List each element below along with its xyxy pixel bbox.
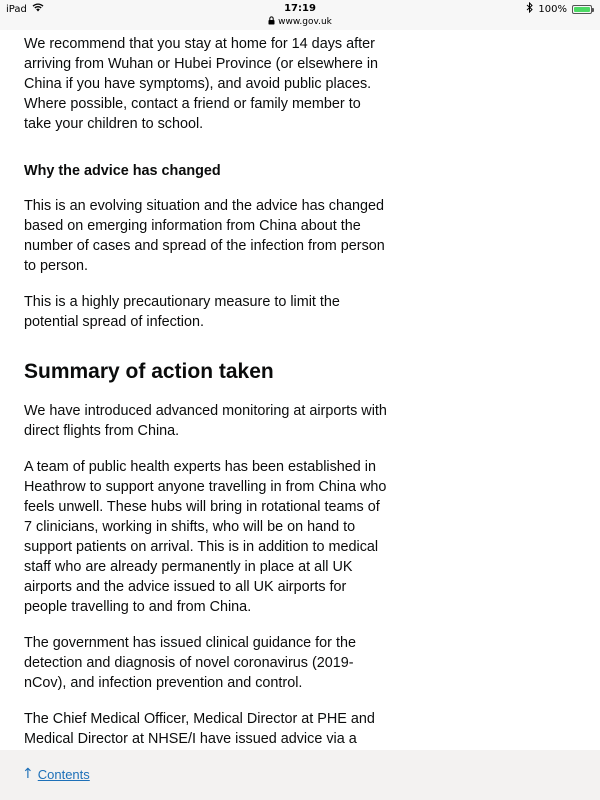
lock-icon <box>268 16 275 28</box>
paragraph-cmo-advice: The Chief Medical Officer, Medical Director at PHE and Medical Director at NHSE/I have issued advice via a <box>24 711 375 747</box>
url-text: www.gov.uk <box>278 17 332 27</box>
battery-fill <box>574 7 590 12</box>
device-name: iPad <box>6 3 27 15</box>
contents-footer <box>0 750 600 800</box>
status-bar <box>0 0 600 30</box>
paragraph-evolving-situation: This is an evolving situation and the advice has changed based on emerging information from China about the number of cases and spread of the infection from person to person. <box>24 198 385 274</box>
heading-why-advice-changed: Why the advice has changed <box>24 163 221 179</box>
status-bar-right <box>526 2 592 16</box>
battery-icon <box>572 5 592 14</box>
battery-percent: 100% <box>538 3 567 15</box>
address-bar[interactable] <box>0 16 600 28</box>
contents-link-label: Contents <box>37 766 90 782</box>
article-content <box>24 34 389 785</box>
paragraph-clinical-guidance: The government has issued clinical guidance for the detection and diagnosis of novel coronavirus (2019-nCov), and infection prevention and control. <box>24 635 356 691</box>
paragraph-heathrow-team: A team of public health experts has been established in Heathrow to support anyone travelling in from China who feels unwell. These hubs will bring in rotational teams of 7 clinicians, working in shifts, who will be on hand to support patients on arrival. This is in addition to medical staff who are already permanently in place at all UK airports and the advice issued to all UK airports for people travelling to and from China. <box>24 459 387 615</box>
paragraph-airport-monitoring: We have introduced advanced monitoring at airports with direct flights from China. <box>24 403 387 439</box>
contents-link[interactable] <box>22 766 90 782</box>
arrow-up-icon: ↑ <box>22 766 34 782</box>
clock: 17:19 <box>284 3 316 14</box>
paragraph-precautionary: This is a highly precautionary measure to limit the potential spread of infection. <box>24 294 340 330</box>
bluetooth-icon <box>526 2 533 16</box>
heading-summary-of-action: Summary of action taken <box>24 360 274 383</box>
paragraph-stay-home: We recommend that you stay at home for 14 days after arriving from Wuhan or Hubei Province (or elsewhere in China if you have symptoms), and avoid public places. Where possible, contact a friend or family member to take your children to school. <box>24 36 379 132</box>
